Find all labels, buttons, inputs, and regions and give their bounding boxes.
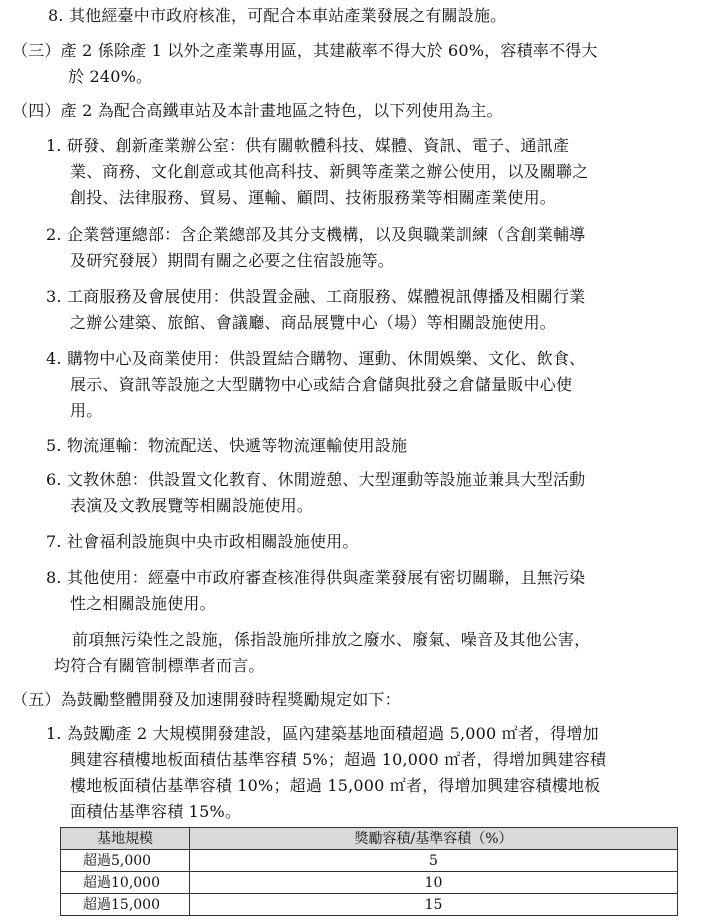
text-line: 6. 文教休憩：供設置文化教育、休閒遊憩、大型運動等設施並兼具大型活動: [46, 470, 586, 489]
text-line: 性之相關設施使用。: [70, 594, 216, 613]
table-row: [61, 894, 678, 916]
text-line: 前項無污染性之設施，係指設施所排放之廢水、廢氣、噪音及其他公害，: [72, 630, 591, 649]
text-line: 7. 社會福利設施與中央市政相關設施使用。: [46, 532, 359, 551]
text-line: （三）產 2 係除產 1 以外之產業專用區，其建蔽率不得大於 60%，容積率不得大: [12, 41, 598, 60]
table-cell: 5: [190, 850, 678, 872]
text-line: 3. 工商服務及會展使用：供設置金融、工商服務、媒體視訊傳播及相關行業: [46, 287, 586, 306]
text-line: 之辦公建築、旅館、會議廳、商品展覽中心（場）等相關設施使用。: [70, 313, 557, 332]
table-header-row: [61, 828, 678, 850]
text-line: 及研究發展）期間有關之必要之住宿設施等。: [70, 251, 395, 270]
reward-table: [60, 827, 678, 916]
table-cell: 超過5,000: [61, 850, 190, 872]
text-line: 4. 購物中心及商業使用：供設置結合購物、運動、休閒娛樂、文化、飲食、: [46, 349, 586, 368]
table-header-cell: 獎勵容積/基準容積（%）: [190, 828, 678, 850]
table-cell: 10: [190, 872, 678, 894]
text-line: 8. 其他使用：經臺中市政府審查核准得供與產業發展有密切關聯，且無污染: [46, 568, 586, 587]
table-row: [61, 872, 678, 894]
table-cell: 超過15,000: [61, 894, 190, 916]
table-cell: 15: [190, 894, 678, 916]
table-row: [61, 850, 678, 872]
text-line: （四）產 2 為配合高鐵車站及本計畫地區之特色，以下列使用為主。: [12, 101, 503, 120]
table-cell: 超過10,000: [61, 872, 190, 894]
text-line: 1. 為鼓勵產 2 大規模開發建設，區內建築基地面積超過 5,000 ㎡者，得增加: [46, 724, 599, 743]
text-line: 業、商務、文化創意或其他高科技、新興等產業之辦公使用，以及關聯之: [70, 162, 589, 181]
text-line: 8. 其他經臺中市政府核准，可配合本車站產業發展之有關設施。: [48, 6, 507, 25]
text-line: 展示、資訊等設施之大型購物中心或結合倉儲與批發之倉儲量販中心使: [70, 375, 573, 394]
text-line: 均符合有關管制標準者而言。: [54, 656, 265, 675]
text-line: 1. 研發、創新產業辦公室：供有關軟體科技、媒體、資訊、電子、通訊產: [46, 136, 570, 155]
text-line: 2. 企業營運總部：含企業總部及其分支機構，以及與職業訓練（含創業輔導: [46, 225, 586, 244]
text-line: 面積估基準容積 15%。: [70, 802, 242, 821]
text-line: 表演及文教展覽等相關設施使用。: [70, 496, 314, 515]
text-line: 用。: [70, 401, 103, 420]
text-line: 創投、法律服務、貿易、運輸、顧問、技術服務業等相關產業使用。: [70, 188, 557, 207]
text-line: 樓地板面積估基準容積 10%；超過 15,000 ㎡者，得增加興建容積樓地板: [70, 776, 601, 795]
text-line: （五）為鼓勵整體開發及加速開發時程獎勵規定如下：: [12, 690, 401, 709]
text-line: 於 240%。: [68, 67, 153, 86]
text-line: 興建容積樓地板面積估基準容積 5%；超過 10,000 ㎡者，得增加興建容積: [70, 750, 607, 769]
table-header-cell: 基地規模: [61, 828, 190, 850]
text-line: 5. 物流運輸：物流配送、快遞等物流運輸使用設施: [46, 436, 408, 455]
